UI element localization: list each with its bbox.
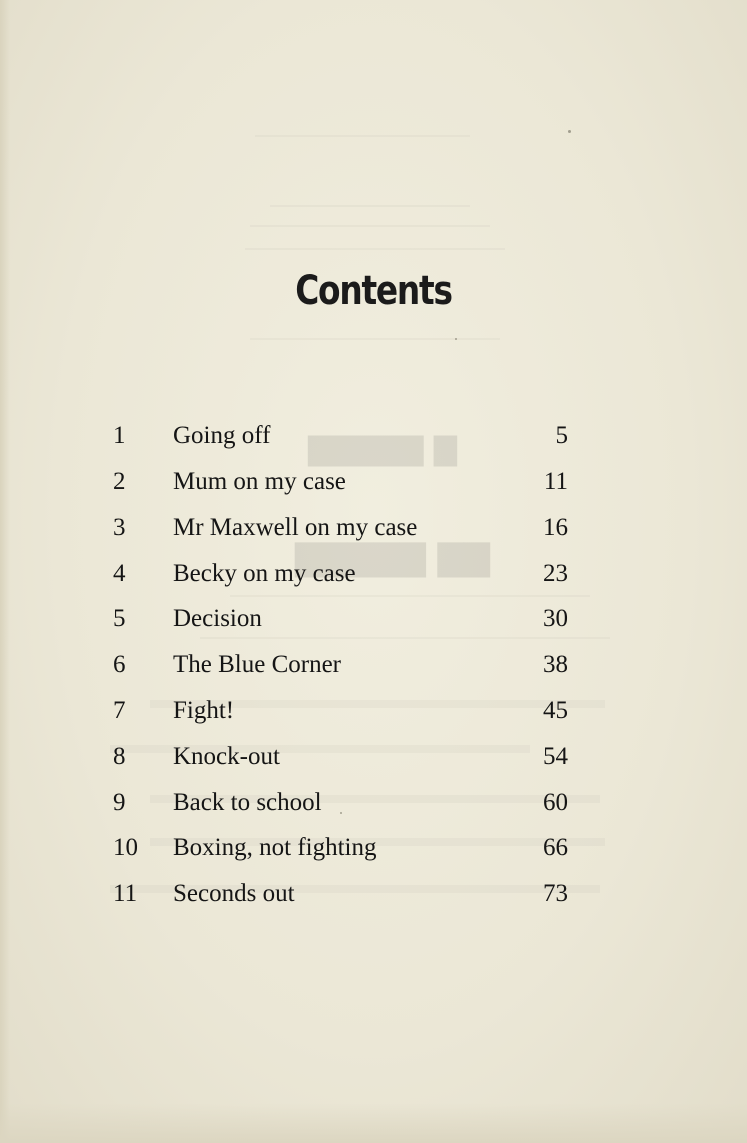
toc-entry <box>0 693 747 729</box>
chapter-title: Back to school <box>173 789 322 816</box>
chapter-page: 60 <box>543 789 568 816</box>
chapter-number: 4 <box>113 560 126 587</box>
chapter-number: 6 <box>113 651 126 678</box>
chapter-page: 45 <box>543 697 568 724</box>
toc-entry <box>0 830 747 866</box>
toc-entry <box>0 464 747 500</box>
page-title: Contents <box>295 268 452 314</box>
chapter-number: 8 <box>113 743 126 770</box>
toc-entry <box>0 510 747 546</box>
chapter-number: 2 <box>113 468 126 495</box>
chapter-title: Decision <box>173 605 262 632</box>
chapter-title: Mum on my case <box>173 468 346 495</box>
chapter-title: Knock-out <box>173 743 280 770</box>
chapter-page: 23 <box>543 560 568 587</box>
chapter-number: 3 <box>113 514 126 541</box>
chapter-page: 73 <box>543 880 568 907</box>
chapter-title: Mr Maxwell on my case <box>173 514 418 541</box>
chapter-page: 30 <box>543 605 568 632</box>
chapter-page: 66 <box>543 834 568 861</box>
chapter-title: Going off <box>173 422 271 449</box>
chapter-number: 5 <box>113 605 126 632</box>
chapter-number: 1 <box>113 422 126 449</box>
chapter-title: Fight! <box>173 697 235 724</box>
toc-entry <box>0 876 747 912</box>
chapter-title: Seconds out <box>173 880 295 907</box>
chapter-number: 11 <box>113 880 138 907</box>
bleed-through-heading: ▇▇▇▇▇ ▇▇ <box>295 538 490 578</box>
chapter-page: 38 <box>543 651 568 678</box>
toc-entry <box>0 556 747 592</box>
toc-entry <box>0 601 747 637</box>
chapter-page: 11 <box>543 468 568 495</box>
toc-entry <box>0 739 747 775</box>
chapter-number: 7 <box>113 697 126 724</box>
toc-entry <box>0 785 747 821</box>
chapter-page: 16 <box>543 514 568 541</box>
chapter-page: 54 <box>543 743 568 770</box>
chapter-title: Becky on my case <box>173 560 356 587</box>
toc-entry <box>0 647 747 683</box>
chapter-number: 10 <box>113 834 138 861</box>
toc-entry <box>0 418 747 454</box>
chapter-title: The Blue Corner <box>173 651 342 678</box>
chapter-number: 9 <box>113 789 126 816</box>
bleed-through-heading: ▇▇▇▇▇ ▇ <box>308 432 457 467</box>
chapter-title: Boxing, not fighting <box>173 834 377 861</box>
chapter-page: 5 <box>555 422 568 449</box>
